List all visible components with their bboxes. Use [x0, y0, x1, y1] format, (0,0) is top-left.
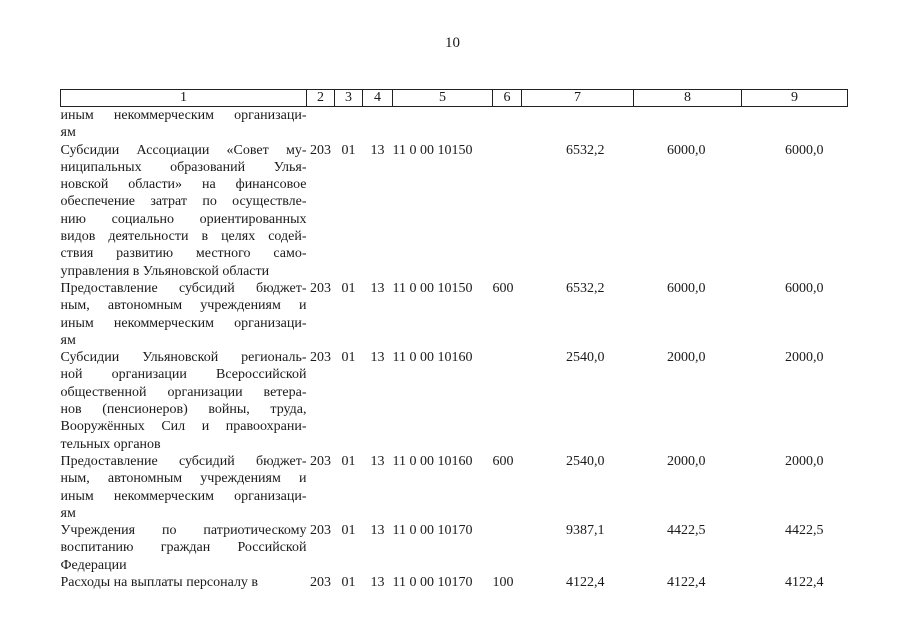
- amount-col9: 6000,0: [785, 142, 824, 158]
- row-name: [61, 522, 307, 574]
- amount-col7: 6532,2: [566, 280, 605, 296]
- row-name-line: новской области» на финансовое: [60, 177, 307, 193]
- row-name-line: Субсидии Ульяновской региональ-: [60, 350, 307, 366]
- row-name-line: ям: [60, 332, 76, 348]
- row-name-line: ной организации Всероссийской: [60, 367, 307, 383]
- row-name-line: управления в Ульяновской области: [60, 263, 270, 279]
- subsection-code: 01: [341, 350, 356, 366]
- target-article-code: 11 0 00 10150: [392, 280, 473, 296]
- table-row: [61, 280, 848, 349]
- article-code: [363, 107, 393, 142]
- row-name-line: нов (пенсионеров) войны, труда,: [60, 402, 307, 418]
- amount-col7: 9387,1: [566, 523, 605, 539]
- row-name-line: ям: [60, 505, 76, 521]
- row-name-line: ным, автономным учреждениям и: [60, 471, 307, 487]
- row-name: [61, 574, 307, 591]
- article-code: 13: [370, 142, 385, 158]
- subsection-code: 01: [341, 280, 356, 296]
- amount-col9: 4122,4: [785, 575, 824, 591]
- row-name-line: иным некоммерческим организаци-: [60, 488, 307, 504]
- article-code: 13: [370, 575, 385, 591]
- section-code: 203: [310, 523, 331, 539]
- expense-type-code: [493, 522, 522, 574]
- expense-type-code: 600: [492, 453, 514, 469]
- subsection-code: 01: [341, 575, 356, 591]
- page-number: 10: [445, 35, 460, 51]
- amount-col8: 4122,4: [667, 575, 706, 591]
- row-name-line: Учреждения по патриотическому: [60, 523, 307, 539]
- table-row: [61, 574, 848, 591]
- row-name-line: Субсидии Ассоциации «Совет му-: [60, 142, 307, 158]
- amount-col8: [634, 107, 742, 142]
- table-body: [61, 107, 848, 592]
- expense-type-code: [493, 107, 522, 142]
- section-code: 203: [310, 575, 331, 591]
- amount-col7: [522, 107, 634, 142]
- row-name-line: тельных органов: [60, 436, 161, 452]
- row-name-line: ям: [60, 125, 76, 141]
- expense-type-code: 600: [492, 280, 514, 296]
- row-name-line: Расходы на выплаты персоналу в: [60, 575, 259, 591]
- row-name-line: Предоставление субсидий бюджет-: [60, 453, 307, 469]
- amount-col7: 2540,0: [566, 453, 605, 469]
- header-row: [61, 90, 848, 107]
- expense-type-code: [493, 349, 522, 453]
- section-code: 203: [310, 142, 331, 158]
- budget-table: [60, 89, 848, 591]
- target-article-code: 11 0 00 10170: [392, 523, 473, 539]
- column-header-8: 8: [634, 90, 742, 107]
- target-article-code: 11 0 00 10150: [392, 142, 473, 158]
- column-header-2: 2: [307, 90, 335, 107]
- amount-col8: 6000,0: [667, 142, 706, 158]
- column-header-7: 7: [522, 90, 634, 107]
- column-header-6: 6: [493, 90, 522, 107]
- row-name: [61, 107, 307, 142]
- row-name-line: нию социально ориентированных: [60, 211, 307, 227]
- target-article-code: 11 0 00 10160: [392, 350, 473, 366]
- table-row: [61, 522, 848, 574]
- target-article-code: [393, 107, 493, 142]
- column-header-1: 1: [61, 90, 307, 107]
- section-code: [307, 107, 335, 142]
- table-row: [61, 107, 848, 142]
- amount-col7: 6532,2: [566, 142, 605, 158]
- section-code: 203: [310, 280, 331, 296]
- row-name-line: ствия развитию местного само-: [60, 246, 307, 262]
- expense-type-code: [493, 142, 522, 280]
- amount-col7: 2540,0: [566, 350, 605, 366]
- row-name-line: воспитанию граждан Российской: [60, 540, 307, 556]
- amount-col8: 2000,0: [667, 350, 706, 366]
- amount-col8: 2000,0: [667, 453, 706, 469]
- row-name-line: ным, автономным учреждениям и: [60, 298, 307, 314]
- row-name: [61, 453, 307, 522]
- row-name-line: общественной организации ветера-: [60, 384, 307, 400]
- target-article-code: 11 0 00 10160: [392, 453, 473, 469]
- section-code: 203: [310, 350, 331, 366]
- amount-col9: 4422,5: [785, 523, 824, 539]
- article-code: 13: [370, 523, 385, 539]
- amount-col9: [742, 107, 848, 142]
- table-row: [61, 142, 848, 280]
- column-header-9: 9: [742, 90, 848, 107]
- amount-col9: 2000,0: [785, 350, 824, 366]
- subsection-code: 01: [341, 453, 356, 469]
- column-header-4: 4: [363, 90, 393, 107]
- subsection-code: [335, 107, 363, 142]
- amount-col7: 4122,4: [566, 575, 605, 591]
- subsection-code: 01: [341, 142, 356, 158]
- row-name-line: видов деятельности в целях содей-: [60, 229, 307, 245]
- row-name-line: Предоставление субсидий бюджет-: [60, 280, 307, 296]
- row-name: [61, 280, 307, 349]
- row-name-line: Вооружённых Сил и правоохрани-: [60, 419, 307, 435]
- amount-col8: 4422,5: [667, 523, 706, 539]
- table-row: [61, 349, 848, 453]
- expense-type-code: 100: [492, 575, 514, 591]
- row-name-line: ниципальных образований Улья-: [60, 159, 307, 175]
- table-row: [61, 453, 848, 522]
- subsection-code: 01: [341, 523, 356, 539]
- amount-col9: 2000,0: [785, 453, 824, 469]
- amount-col8: 6000,0: [667, 280, 706, 296]
- row-name: [61, 349, 307, 453]
- section-code: 203: [310, 453, 331, 469]
- row-name: [61, 142, 307, 280]
- amount-col9: 6000,0: [785, 280, 824, 296]
- column-header-5: 5: [393, 90, 493, 107]
- row-name-line: обеспечение затрат по осуществле-: [60, 194, 307, 210]
- row-name-line: иным некоммерческим организаци-: [60, 315, 307, 331]
- target-article-code: 11 0 00 10170: [392, 575, 473, 591]
- row-name-line: иным некоммерческим организаци-: [60, 108, 307, 123]
- column-header-3: 3: [335, 90, 363, 107]
- article-code: 13: [370, 280, 385, 296]
- article-code: 13: [370, 350, 385, 366]
- row-name-line: Федерации: [60, 557, 127, 573]
- article-code: 13: [370, 453, 385, 469]
